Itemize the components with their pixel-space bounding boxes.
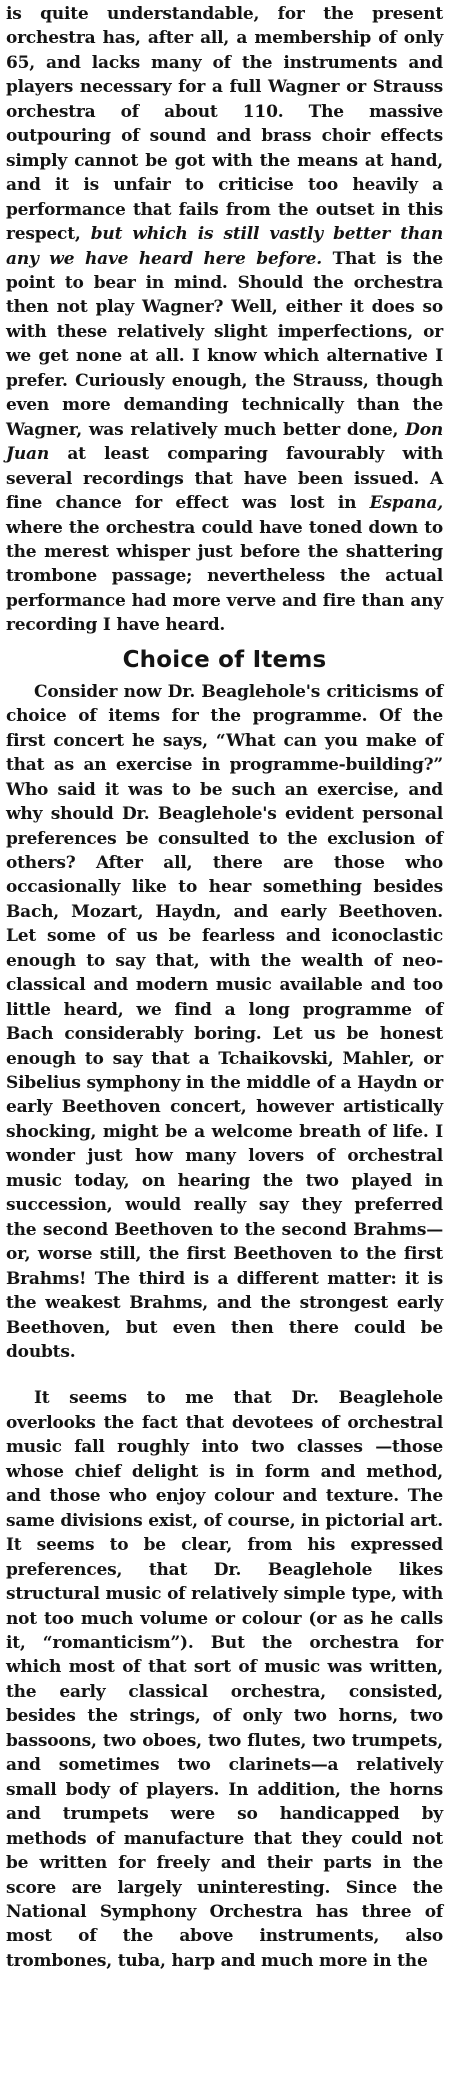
intro-italic-phrase: but which is still vastly better than any we have heard here before. [6, 224, 443, 269]
intro-text-2: That is the point to bear in mind. Should the orchestra then not play Wagner? Well, either it does so with these relatively slight imperfections, or we get none at all. I know which alternative I prefer. Curiously enough, the Strauss, though even more demanding technically than the Wagner, was relatively much better done, [6, 248, 443, 440]
choice-paragraph: Consider now Dr. Beaglehole's criticisms of choice of items for the programme. Of the first concert he says, “What can you make of that as an exercise in programme-building?” Who said it was to be such an exercise, and why should Dr. Beaglehole's evident personal preferences be consulted to the exclusion of others? After all, there are those who occasionally like to hear something besides Bach, Mozart, Haydn, and early Beethoven. Let some of us be fearless and iconoclastic enough to say that, with the wealth of neo-classical and modern music available and too little heard, we find a long programme of Bach considerably boring. Let us be honest enough to say that a Tchaikovski, Mahler, or Sibelius symphony in the middle of a Haydn or early Beethoven concert, however artistically shocking, might be a welcome breath of life. I wonder just how many lovers of orchestral music today, on hearing the two played in succession, would really say they preferred the second Beethoven to the second Brahms—or, worse still, the first Beethoven to the first Brahms! The third is a different matter: it is the weakest Brahms, and the strongest early Beethoven, but even then there could be doubts. [6, 681, 443, 1363]
final-paragraph: It seems to me that Dr. Beaglehole overlooks the fact that devotees of orchestral music fall roughly into two classes —those whose chief delight is in form and method, and those who enjoy colour and texture. The same divisions exist, of course, in pictorial art. It seems to be clear, from his expressed preferences, that Dr. Beaglehole likes structural music of relatively simple type, with not too much volume or colour (or as he calls it, “romanticism”). But the orchestra for which most of that sort of music was written, the early classical orchestra, consisted, besides the strings, of only two horns, two bassoons, two oboes, two flutes, two trumpets, and sometimes two clarinets—a relatively small body of players. In addition, the horns and trumpets were so handicapped by methods of manufacture that they could not be written for freely and their parts in the score are largely uninteresting. Since the National Symphony Orchestra has three of most of the above instruments, also trombones, tuba, harp and much more in the [6, 1388, 443, 1971]
intro-italic-title-espana: Espana, [369, 493, 443, 514]
intro-text-4: where the orchestra could have toned down to the merest whisper just before the shattering trombone passage; nevertheless the actual performance had more verve and fire than any recording I have heard. [6, 517, 443, 636]
section-heading: Choice of Items [122, 646, 327, 673]
intro-text-1: is quite understandable, for the present orchestra has, after all, a membership of only 65, and lacks many of the instruments and players necessary for a full Wagner or Strauss orchestra of about 110. The massive outpouring of sound and brass choir effects simply cannot be got with the means at hand, and it is unfair to criticise too heavily a performance that fails from the outset in this respect, [6, 4, 443, 245]
intro-text-3: at least comparing favourably with several recordings that have been issued. A fine chance for effect was lost in [6, 444, 443, 514]
intro-paragraph [6, 2, 443, 638]
intro-italic-title-don-juan: Don Juan [6, 419, 443, 465]
